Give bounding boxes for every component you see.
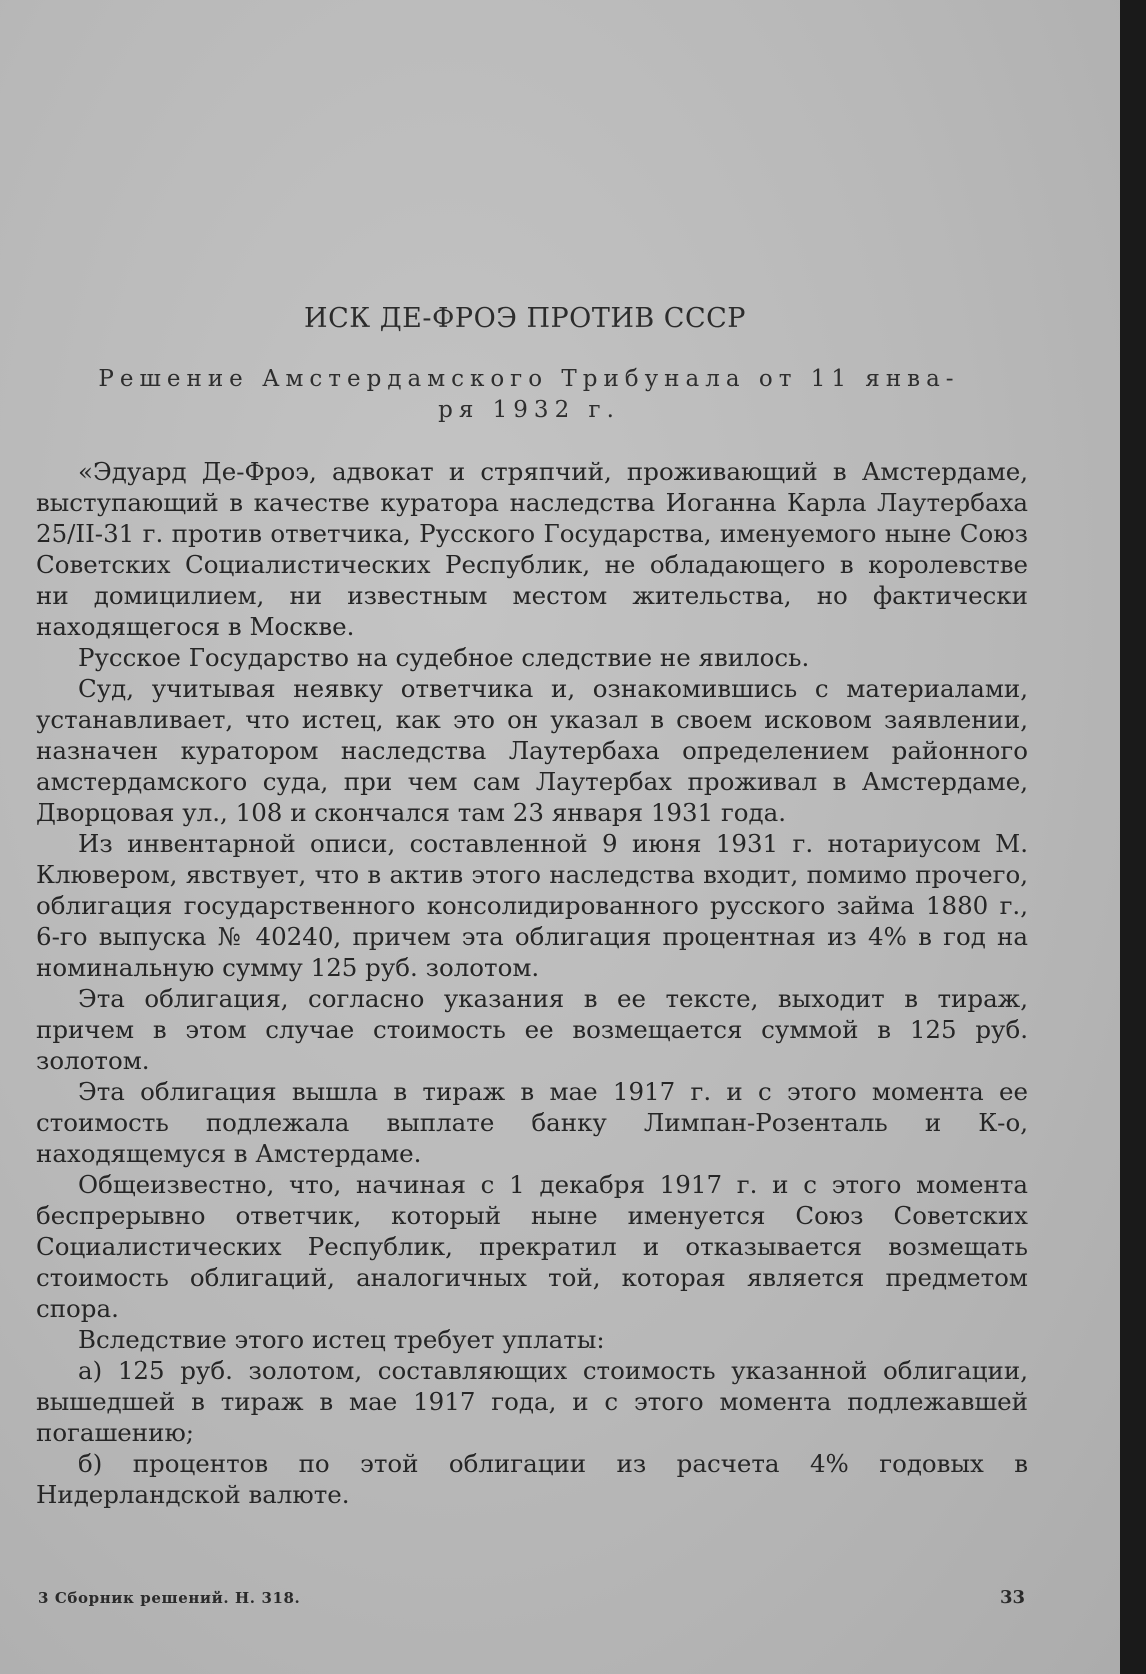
list-item-a: а) 125 руб. золотом, составляющих стоимость указанной облигации, вышедшей в тираж в мае 1917 года, и с этого момента подлежавшей погашению; <box>36 1356 1028 1447</box>
subtitle-line-2: ря 1932 г. <box>438 397 620 423</box>
paragraph: Из инвентарной описи, составленной 9 июня 1931 г. нотариусом М. Клювером, явствует, что в актив этого наследства входит, помимо прочего, облигация государственного консолидированного русского займа 1880 г., 6-го выпуска № 40240, причем эта облигация процентная из 4% в год на номинальную сумму 125 руб. золотом. <box>36 829 1028 982</box>
printer-signature: 3 Сборник решений. Н. 318. <box>38 1589 301 1607</box>
paragraph: Эта облигация вышла в тираж в мае 1917 г. и с этого момента ее стоимость подлежала выплате банку Лимпан-Розенталь и К-о, находящемуся в Амстердаме. <box>36 1077 1028 1168</box>
document-body <box>36 456 1028 1510</box>
document-subtitle <box>34 364 1024 426</box>
title-block <box>0 303 1050 334</box>
scan-border <box>1120 0 1146 1674</box>
paragraph: Русское Государство на судебное следствие не явилось. <box>78 643 810 672</box>
page-number: 33 <box>1000 1587 1026 1608</box>
document-title: ИСК ДЕ-ФРОЭ ПРОТИВ СССР <box>304 303 746 334</box>
subtitle-line-1: Решение Амстердамского Трибунала от 11 янва- <box>98 366 960 392</box>
paragraph: Вследствие этого истец требует уплаты: <box>78 1325 605 1354</box>
paragraph: «Эдуард Де-Фроэ, адвокат и стряпчий, проживающий в Амстердаме, выступающий в качестве куратора наследства Иоганна Карла Лаутербаха 25/II-31 г. против ответчика, Русского Государства, именуемого ныне Союз Советских Социалистических Республик, не обладающего в королевстве ни домицилием, ни известным местом жительства, но фактически находящегося в Москве. <box>36 457 1028 641</box>
paragraph: Общеизвестно, что, начиная с 1 декабря 1917 г. и с этого момента беспрерывно ответчик, который ныне именуется Союз Советских Социалистических Республик, прекратил и отказывается возмещать стоимость облигаций, аналогичных той, которая является предметом спора. <box>36 1170 1028 1323</box>
list-item-b: б) процентов по этой облигации из расчета 4% годовых в Нидерландской валюте. <box>36 1449 1028 1509</box>
paragraph: Суд, учитывая неявку ответчика и, ознакомившись с материалами, устанавливает, что истец, как это он указал в своем исковом заявлении, назначен куратором наследства Лаутербаха определением районного амстердамского суда, при чем сам Лаутербах проживал в Амстердаме, Дворцовая ул., 108 и скончался там 23 января 1931 года. <box>36 674 1028 827</box>
paragraph: Эта облигация, согласно указания в ее тексте, выходит в тираж, причем в этом случае стоимость ее возмещается суммой в 125 руб. золотом. <box>36 984 1028 1075</box>
